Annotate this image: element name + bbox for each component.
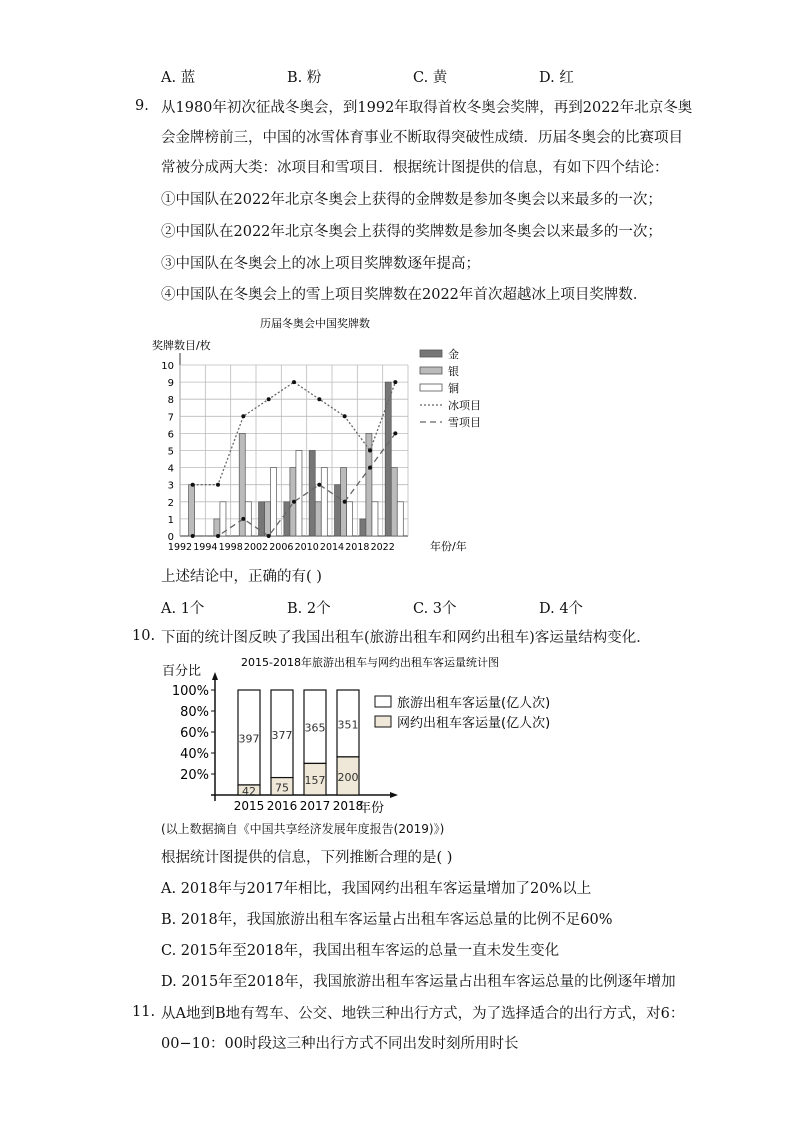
chart1-xtick-label: 2014 — [319, 542, 345, 553]
chart1-point-雪项目 — [368, 466, 372, 470]
q8-option-c: C. 黄 — [413, 70, 448, 86]
q9-stem-line: 从1980年初次征战冬奥会，到1992年取得首枚冬奥会奖牌，再到2022年北京冬奥 — [161, 100, 693, 116]
chart1-bar-铜 — [296, 451, 302, 537]
q9-question: 上述结论中，正确的有( ) — [161, 569, 322, 585]
chart2-ytick-label: 20% — [180, 768, 209, 783]
q10-number: 10. — [132, 628, 156, 644]
chart1-legend-label: 雪项目 — [448, 416, 481, 429]
chart1-bar-金 — [284, 502, 290, 536]
q10-option-b: B. 2018年，我国旅游出租车客运量占出租车客运总量的比例不足60% — [161, 912, 613, 928]
chart1-point-雪项目 — [317, 483, 321, 487]
chart1-point-雪项目 — [292, 500, 296, 504]
chart1-point-冰项目 — [343, 414, 347, 418]
chart1-point-冰项目 — [292, 380, 296, 384]
chart1-bar-金 — [259, 502, 265, 536]
chart1-point-冰项目 — [267, 397, 271, 401]
q10-option-a: A. 2018年与2017年相比，我国网约出租车客运量增加了20%以上 — [161, 881, 592, 897]
chart1-legend-label: 铜 — [448, 382, 459, 395]
chart2-xlabel: 年份 — [358, 801, 385, 816]
chart2-legend-swatch — [375, 716, 391, 727]
chart1-point-雪项目 — [267, 534, 271, 538]
q9-option-b: B. 2个 — [287, 601, 331, 617]
q9-option-d: D. 4个 — [539, 601, 584, 617]
q9-stem-line: 常被分成两大类：冰项目和雪项目．根据统计图提供的信息，有如下四个结论： — [161, 160, 669, 176]
chart1-xtick-label: 1998 — [218, 542, 243, 553]
chart1-legend-label: 冰项目 — [448, 399, 481, 412]
chart1-xtick-label: 2018 — [345, 542, 370, 553]
chart2-label-ridehail: 200 — [337, 770, 359, 784]
q9-conclusion-3: ③中国队在冬奥会上的冰上项目奖牌数逐年提高； — [161, 256, 480, 272]
chart1-bar-铜 — [397, 502, 403, 536]
q9-conclusion-4: ④中国队在冬奥会上的雪上项目奖牌数在2022年首次超越冰上项目奖牌数． — [161, 287, 648, 303]
chart1-point-冰项目 — [368, 449, 372, 453]
chart1-ytick-label: 2 — [167, 497, 174, 509]
chart1-ytick-label: 6 — [167, 429, 174, 441]
chart2-ytick-label: 60% — [180, 726, 209, 741]
q10-option-c: C. 2015年至2018年，我国出租车客运的总量一直未发生变化 — [161, 943, 560, 959]
chart2-label-ridehail: 42 — [242, 784, 256, 798]
chart1-point-雪项目 — [191, 534, 195, 538]
chart1-legend-swatch — [420, 350, 442, 357]
q10-source: (以上数据摘自《中国共享经济发展年度报告(2019)》) — [161, 822, 445, 836]
chart1-bar-铜 — [347, 502, 353, 536]
chart2-label-tourist: 351 — [337, 718, 359, 732]
chart1-bar-银 — [265, 502, 271, 536]
q9-number: 9. — [135, 98, 149, 114]
chart1-bar-金 — [335, 485, 341, 536]
chart1-xtick-label: 2002 — [243, 542, 269, 553]
chart1-point-冰项目 — [317, 397, 321, 401]
chart1-point-冰项目 — [393, 380, 397, 384]
chart2-ytick-label: 100% — [171, 684, 209, 699]
chart1-point-雪项目 — [343, 500, 347, 504]
q9-conclusion-2: ②中国队在2022年北京冬奥会上获得的奖牌数是参加冬奥会以来最多的一次； — [161, 224, 662, 240]
chart1-ytick-label: 0 — [167, 532, 174, 543]
q8-option-b: B. 粉 — [287, 70, 322, 86]
chart1-point-冰项目 — [191, 483, 195, 487]
chart1-ytick-label: 1 — [167, 514, 174, 526]
chart1-legend-label: 金 — [448, 348, 459, 361]
chart1-ytick-label: 4 — [167, 463, 174, 475]
chart2-xtick-label: 2015 — [233, 799, 265, 813]
chart1-point-雪项目 — [393, 431, 397, 435]
chart1-xlabel: 年份/年 — [430, 540, 467, 553]
q9-stem-line: 会金牌榜前三，中国的冰雪体育事业不断取得突破性成绩．历届冬奥会的比赛项目 — [161, 130, 683, 146]
q9-option-c: C. 3个 — [413, 601, 457, 617]
chart1-bar-银 — [189, 485, 195, 536]
q10-option-d: D. 2015年至2018年，我国旅游出租车客运量占出租车客运总量的比例逐年增加 — [161, 974, 676, 990]
chart1-ytick-label: 7 — [167, 412, 174, 424]
chart1-bar-银 — [391, 468, 397, 536]
chart2-xtick-label: 2018 — [332, 799, 364, 813]
chart1-bar-银 — [315, 502, 321, 536]
chart1-point-雪项目 — [216, 534, 220, 538]
q8-option-a: A. 蓝 — [161, 70, 196, 86]
chart1-point-雪项目 — [241, 517, 245, 521]
chart1-point-冰项目 — [241, 414, 245, 418]
chart2-xtick-label: 2016 — [266, 799, 298, 813]
chart2-legend-label: 网约出租车客运量(亿人次) — [397, 716, 551, 731]
chart2-ytick-label: 40% — [180, 747, 209, 762]
chart1-bar-金 — [385, 382, 391, 536]
q10-stem: 下面的统计图反映了我国出租车(旅游出租车和网约出租车)客运量结构变化． — [161, 630, 651, 646]
chart1-ylabel: 奖牌数目/枚 — [152, 339, 211, 352]
chart1-bar-铜 — [372, 502, 378, 536]
chart2-label-ridehail: 157 — [304, 774, 326, 788]
chart1-bar-银 — [214, 519, 220, 536]
chart2-label-ridehail: 75 — [275, 781, 289, 795]
chart2-label-tourist: 377 — [271, 728, 293, 742]
q11-line-2: 00−10：00时段这三种出行方式不同出发时刻所用时长 — [161, 1036, 519, 1052]
chart2-label-tourist: 397 — [238, 732, 260, 746]
q9-conclusion-1: ①中国队在2022年北京冬奥会上获得的金牌数是参加冬奥会以来最多的一次； — [161, 192, 662, 208]
chart1-bar-铜 — [245, 502, 251, 536]
chart1-ytick-label: 9 — [167, 378, 174, 390]
chart1-xtick-label: 2022 — [370, 542, 395, 553]
taxi-chart — [160, 652, 580, 817]
chart1-xtick-label: 1992 — [167, 542, 193, 553]
chart2-xtick-label: 2017 — [299, 799, 331, 813]
chart1-legend-label: 银 — [448, 365, 459, 378]
q11-line-1: 从A地到B地有驾车、公交、地铁三种出行方式，为了选择适合的出行方式，对6： — [161, 1006, 685, 1022]
q9-option-a: A. 1个 — [161, 601, 205, 617]
chart1-legend-swatch — [420, 384, 442, 391]
chart2-legend-swatch — [375, 696, 391, 707]
chart1-xtick-label: 2010 — [294, 542, 319, 553]
chart2-x-arrow — [390, 792, 398, 798]
chart1-xtick-label: 2006 — [269, 542, 294, 553]
chart1-bar-金 — [360, 519, 366, 536]
chart2-ytick-label: 80% — [180, 705, 209, 720]
chart2-ylabel: 百分比 — [162, 664, 202, 679]
chart1-legend-swatch — [420, 367, 442, 374]
q11-number: 11. — [132, 1004, 156, 1020]
chart2-label-tourist: 365 — [304, 721, 326, 735]
chart1-ytick-label: 3 — [167, 480, 174, 492]
q10-question: 根据统计图提供的信息，下列推断合理的是( ) — [161, 850, 453, 866]
q8-option-d: D. 红 — [539, 70, 574, 86]
chart1-title: 历届冬奥会中国奖牌数 — [260, 317, 370, 330]
chart2-title: 2015-2018年旅游出租车与网约出租车客运量统计图 — [241, 656, 499, 669]
chart1-ytick-label: 5 — [167, 446, 174, 458]
chart2-y-arrow — [212, 672, 218, 680]
chart2-legend-label: 旅游出租车客运量(亿人次) — [397, 696, 551, 711]
chart1-bar-铜 — [321, 468, 327, 536]
medal-chart — [150, 312, 490, 562]
chart1-bar-金 — [309, 451, 315, 537]
chart1-ytick-label: 10 — [161, 361, 174, 372]
chart1-point-冰项目 — [216, 483, 220, 487]
chart1-bar-铜 — [271, 468, 277, 536]
chart1-ytick-label: 8 — [167, 395, 174, 407]
chart1-xtick-label: 1994 — [193, 542, 218, 553]
